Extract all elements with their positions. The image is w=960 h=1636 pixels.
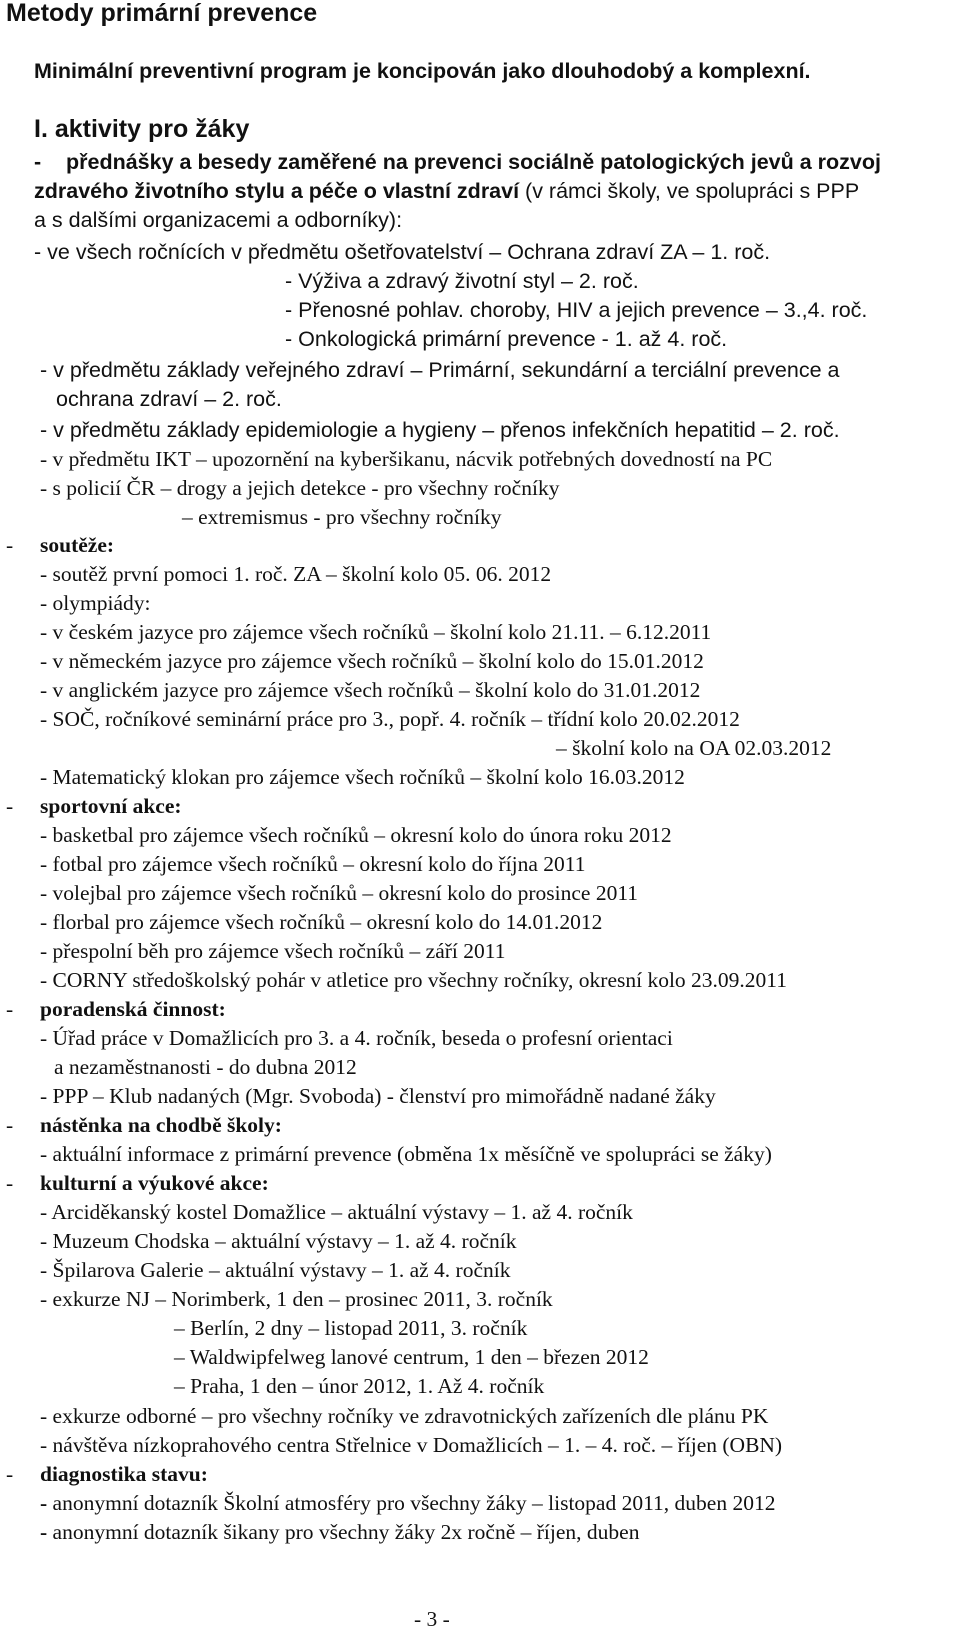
competition-item: - v německém jazyce pro zájemce všech ročníků – školní kolo do 15.01.2012: [40, 649, 704, 673]
counseling-item: a nezaměstnanosti - do dubna 2012: [54, 1055, 357, 1079]
diagnostics-item-dash: -: [40, 1520, 48, 1544]
diagnostics-item: [40, 1519, 639, 1546]
culture-item: - Arciděkanský kostel Domažlice – aktuální výstavy – 1. až 4. ročník: [40, 1200, 633, 1224]
sport-item: - CORNY středoškolský pohár v atletice pro všechny ročníky, okresní kolo 23.09.2011: [40, 968, 787, 992]
lectures-line-2-rest: (v rámci školy, ve spolupráci s PPP: [519, 179, 860, 203]
sports-heading: sportovní akce:: [40, 794, 182, 818]
culture-item: - návštěva nízkoprahového centra Střelnice v Domažlicích – 1. – 4. roč. – říjen (OBN): [40, 1433, 783, 1457]
lectures-item-7: - v předmětu IKT – upozornění na kyberšikanu, nácvik potřebných dovedností na PC: [40, 447, 773, 471]
lectures-item-2: - Výživa a zdravý životní styl – 2. roč.: [285, 269, 639, 293]
sport-item: - florbal pro zájemce všech ročníků – okresní kolo do 14.01.2012: [40, 910, 603, 934]
counseling-heading: poradenská činnost:: [40, 997, 226, 1021]
competition-item: – školní kolo na OA 02.03.2012: [556, 736, 832, 760]
sport-item: - basketbal pro zájemce všech ročníků – okresní kolo do února roku 2012: [40, 823, 672, 847]
diagnostics-item-text: anonymní dotazník Školní atmosféry pro všechny žáky – listopad 2011, duben 2012: [47, 1491, 776, 1515]
diagnostics-item-dash: -: [40, 1491, 48, 1515]
lectures-item-8: - s policií ČR – drogy a jejich detekce - pro všechny ročníky: [40, 476, 560, 500]
lectures-item-3: - Přenosné pohlav. choroby, HIV a jejich prevence – 3.,4. roč.: [285, 298, 868, 322]
lectures-line-1: přednášky a besedy zaměřené na prevenci sociálně patologických jevů a rozvoj: [66, 150, 881, 174]
culture-item: – Praha, 1 den – únor 2012, 1. Až 4. ročník: [174, 1374, 545, 1398]
competitions-dash: -: [6, 533, 14, 557]
diagnostics-heading: diagnostika stavu:: [40, 1462, 208, 1486]
diagnostics-item-text: anonymní dotazník šikany pro všechny žáky 2x ročně – říjen, duben: [47, 1520, 640, 1544]
page-number: - 3 -: [414, 1607, 450, 1631]
competitions-heading: soutěže:: [40, 533, 115, 557]
lectures-item-6: - v předmětu základy epidemiologie a hygieny – přenos infekčních hepatitid – 2. roč.: [40, 418, 840, 442]
culture-item: – Berlín, 2 dny – listopad 2011, 3. ročník: [174, 1316, 528, 1340]
lectures-item-9: – extremismus - pro všechny ročníky: [182, 505, 502, 529]
culture-item: – Waldwipfelweg lanové centrum, 1 den – březen 2012: [174, 1345, 649, 1369]
page-title: Metody primární prevence: [6, 0, 318, 27]
lectures-item-5a: - v předmětu základy veřejného zdraví – Primární, sekundární a terciální prevence a: [40, 358, 840, 382]
diagnostics-item: [40, 1490, 775, 1517]
competition-item: - Matematický klokan pro zájemce všech ročníků – školní kolo 16.03.2012: [40, 765, 685, 789]
lectures-line-2-bold: zdravého životního stylu a péče o vlastní zdraví: [34, 179, 520, 203]
lectures-item-5b: ochrana zdraví – 2. roč.: [56, 387, 282, 411]
competition-item: - v českém jazyce pro zájemce všech ročníků – školní kolo 21.11. – 6.12.2011: [40, 620, 712, 644]
counseling-item: - PPP – Klub nadaných (Mgr. Svoboda) - členství pro mimořádně nadané žáky: [40, 1084, 716, 1108]
lectures-item-4: - Onkologická primární prevence - 1. až 4. roč.: [285, 327, 728, 351]
sports-dash: -: [6, 794, 14, 818]
sport-item: - volejbal pro zájemce všech ročníků – okresní kolo do prosince 2011: [40, 881, 639, 905]
lectures-line-2: [34, 178, 859, 205]
culture-heading: kulturní a výukové akce:: [40, 1171, 269, 1195]
lectures-dash: -: [34, 150, 42, 174]
board-dash: -: [6, 1113, 14, 1137]
board-item: - aktuální informace z primární prevence (obměna 1x měsíčně ve spolupráci se žáky): [40, 1142, 772, 1166]
counseling-item: - Úřad práce v Domažlicích pro 3. a 4. ročník, beseda o profesní orientaci: [40, 1026, 673, 1050]
section-heading: I. aktivity pro žáky: [34, 115, 250, 143]
intro-paragraph: Minimální preventivní program je koncipován jako dlouhodobý a komplexní.: [34, 59, 811, 83]
sport-item: - přespolní běh pro zájemce všech ročníků – září 2011: [40, 939, 506, 963]
board-heading: nástěnka na chodbě školy:: [40, 1113, 282, 1137]
competition-item: - v anglickém jazyce pro zájemce všech ročníků – školní kolo do 31.01.2012: [40, 678, 701, 702]
sport-item: - fotbal pro zájemce všech ročníků – okresní kolo do října 2011: [40, 852, 586, 876]
competition-item: - SOČ, ročníkové seminární práce pro 3., popř. 4. ročník – třídní kolo 20.02.2012: [40, 707, 740, 731]
lectures-item-1: - ve všech ročnících v předmětu ošetřovatelství – Ochrana zdraví ZA – 1. roč.: [34, 240, 771, 264]
culture-item: - exkurze NJ – Norimberk, 1 den – prosinec 2011, 3. ročník: [40, 1287, 553, 1311]
culture-dash: -: [6, 1171, 14, 1195]
diagnostics-dash: -: [6, 1462, 14, 1486]
competition-item: - soutěž první pomoci 1. roč. ZA – školní kolo 05. 06. 2012: [40, 562, 552, 586]
culture-item: - Špilarova Galerie – aktuální výstavy – 1. až 4. ročník: [40, 1258, 511, 1282]
culture-item: - Muzeum Chodska – aktuální výstavy – 1. až 4. ročník: [40, 1229, 517, 1253]
culture-item: - exkurze odborné – pro všechny ročníky ve zdravotnických zařízeních dle plánu PK: [40, 1404, 769, 1428]
lectures-line-3: a s dalšími organizacemi a odborníky):: [34, 208, 403, 232]
competition-item: - olympiády:: [40, 591, 151, 615]
counseling-dash: -: [6, 997, 14, 1021]
